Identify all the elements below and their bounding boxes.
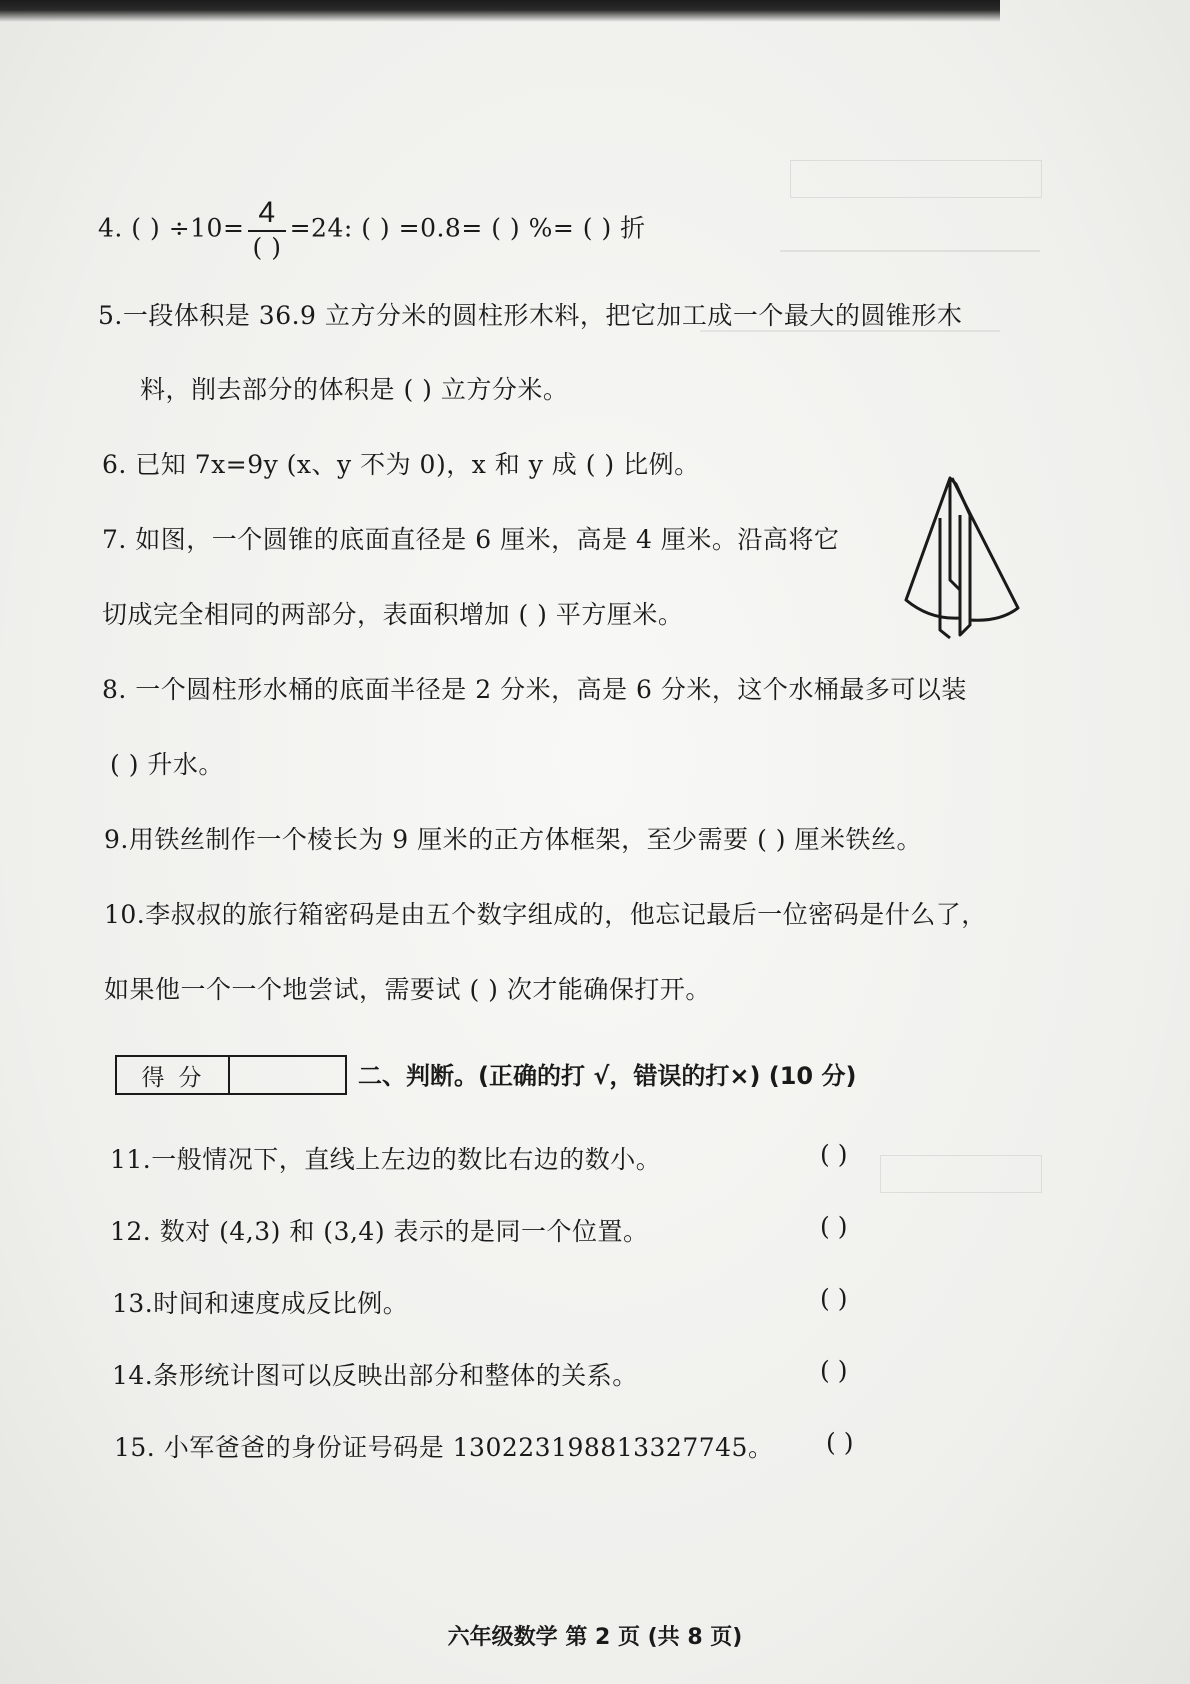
answer-paren-11: ( ) — [820, 1140, 848, 1169]
judgment-13: 13.时间和速度成反比例。 — [112, 1289, 409, 1318]
answer-paren-15: ( ) — [826, 1428, 854, 1457]
scan-edge — [0, 0, 1000, 22]
q4-suffix: =24: ( ) =0.8= ( ) %= ( ) 折 — [289, 213, 646, 243]
judgment-12: 12. 数对 (4,3) 和 (3,4) 表示的是同一个位置。 — [110, 1217, 649, 1246]
answer-paren-12: ( ) — [820, 1212, 848, 1241]
question-5-line-1: 5.一段体积是 36.9 立方分米的圆柱形木料，把它加工成一个最大的圆锥形木 — [98, 301, 963, 330]
question-10-line-1: 10.李叔叔的旅行箱密码是由五个数字组成的，他忘记最后一位密码是什么了， — [104, 900, 987, 929]
question-6: 6. 已知 7x=9y (x、y 不为 0)，x 和 y 成 ( ) 比例。 — [102, 450, 700, 479]
judgment-11: 11.一般情况下，直线上左边的数比右边的数小。 — [110, 1145, 662, 1174]
question-5-line-2: 料，削去部分的体积是 ( ) 立方分米。 — [140, 375, 569, 404]
answer-paren-13: ( ) — [820, 1284, 848, 1313]
question-9: 9.用铁丝制作一个棱长为 9 厘米的正方体框架，至少需要 ( ) 厘米铁丝。 — [104, 825, 923, 854]
question-7-line-2: 切成完全相同的两部分，表面积增加 ( ) 平方厘米。 — [102, 600, 684, 629]
page-footer: 六年级数学 第 2 页 (共 8 页) — [447, 1625, 743, 1650]
question-8-line-2: ( ) 升水。 — [110, 750, 224, 779]
bleed-through — [880, 1155, 1042, 1193]
score-label: 得分 — [117, 1057, 230, 1093]
section-2-title: 二、判断。(正确的打 √，错误的打×) (10 分) — [358, 1062, 857, 1090]
question-4 — [98, 198, 646, 262]
q4-numerator: 4 — [258, 196, 276, 229]
q4-denominator: ( ) — [252, 233, 282, 262]
judgment-14: 14.条形统计图可以反映出部分和整体的关系。 — [112, 1361, 638, 1390]
judgment-15: 15. 小军爸爸的身份证号码是 130223198813327745。 — [114, 1433, 774, 1462]
score-box — [115, 1055, 347, 1095]
score-value-cell — [230, 1057, 345, 1093]
bleed-through — [790, 160, 1042, 198]
q4-prefix: 4. ( ) ÷10= — [98, 213, 245, 243]
q4-fraction — [248, 198, 285, 262]
cone-left-half — [906, 478, 960, 618]
bleed-through — [780, 250, 1040, 252]
answer-paren-14: ( ) — [820, 1356, 848, 1385]
question-8-line-1: 8. 一个圆柱形水桶的底面半径是 2 分米，高是 6 分米，这个水桶最多可以装 — [102, 675, 967, 704]
fraction-bar — [248, 230, 285, 232]
cone-cut-figure — [900, 470, 1030, 640]
question-10-line-2: 如果他一个一个地尝试，需要试 ( ) 次才能确保打开。 — [104, 975, 711, 1004]
question-7-line-1: 7. 如图，一个圆锥的底面直径是 6 厘米，高是 4 厘米。沿高将它 — [102, 525, 840, 554]
